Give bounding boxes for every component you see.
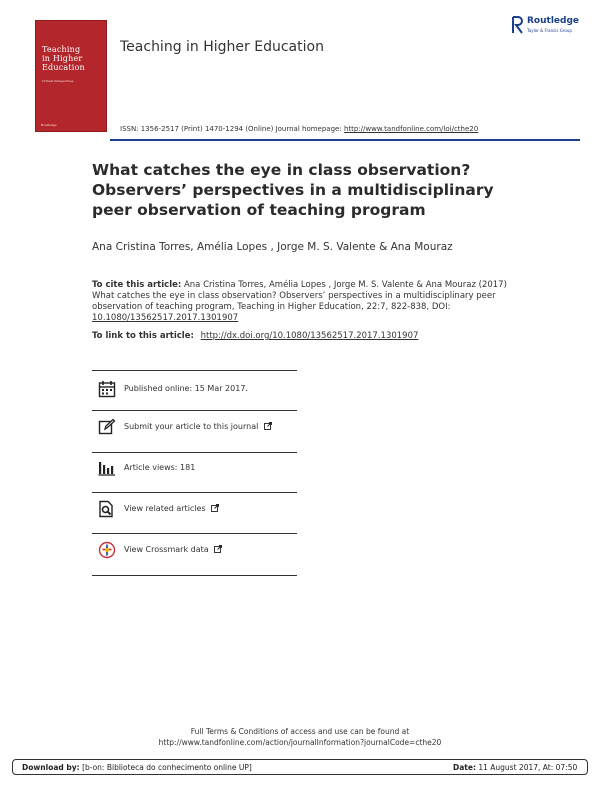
external-link-icon	[211, 504, 219, 512]
downloaded-by-label: Download by:	[22, 763, 80, 772]
header-divider	[110, 139, 580, 141]
submit-article-row[interactable]	[98, 418, 298, 452]
article-title: What catches the eye in class observation? Observers’ perspectives in a multidisciplinary peer observation of teaching program	[92, 161, 494, 219]
article-doi-link[interactable]: http://dx.doi.org/10.1080/13562517.2017.1301907	[200, 331, 419, 341]
download-date-label: Date:	[453, 763, 476, 772]
article-views-row	[98, 459, 298, 493]
cover-title-line1: Teaching	[42, 45, 81, 54]
citation-label: To cite this article:	[92, 280, 182, 290]
publisher-logo	[512, 14, 592, 40]
downloaded-by	[22, 763, 252, 772]
routledge-icon	[512, 16, 524, 34]
cover-publisher: Routledge	[41, 123, 57, 127]
external-link-icon	[214, 545, 222, 553]
search-document-icon	[98, 500, 116, 518]
cover-subtitle: Critical Perspectives	[42, 79, 74, 83]
cover-title-line3: Education	[42, 63, 85, 72]
citation-text: Ana Cristina Torres, Amélia Lopes , Jorge M. S. Valente & Ana Mouraz (2017) What catches the eye in class observation? Observers’ perspectives in a multidisciplinary peer observation of teaching program, Teaching in Higher Education, 22:7, 822-838, DOI:	[92, 280, 507, 312]
crossmark-row[interactable]	[98, 541, 298, 575]
article-authors: Ana Cristina Torres, Amélia Lopes , Jorge M. S. Valente & Ana Mouraz	[92, 241, 453, 253]
publisher-tagline: Taylor & Francis Group	[527, 28, 572, 33]
divider	[92, 533, 297, 534]
citation-doi-link[interactable]: 10.1080/13562517.2017.1301907	[92, 313, 239, 323]
download-date-value: 11 August 2017, At: 07:50	[478, 763, 578, 772]
divider	[92, 452, 297, 453]
article-views-text: Article views: 181	[124, 463, 196, 472]
related-articles-link[interactable]	[124, 504, 219, 513]
bar-chart-icon	[98, 459, 116, 477]
journal-name: Teaching in Higher Education	[120, 39, 324, 55]
related-articles-text: View related articles	[124, 504, 206, 513]
terms-line: Full Terms & Conditions of access and use can be found at	[190, 727, 410, 736]
download-date	[453, 763, 577, 772]
issn-text: ISSN: 1356-2517 (Print) 1470-1294 (Online) Journal homepage:	[120, 125, 342, 133]
divider	[92, 410, 297, 411]
download-info-bar	[12, 759, 588, 775]
article-link-label: To link to this article:	[92, 331, 194, 341]
downloaded-by-value: [b-on: Biblioteca do conhecimento online UP]	[82, 763, 252, 772]
related-articles-row[interactable]	[98, 500, 298, 534]
issn-line	[120, 125, 478, 133]
crossmark-text: View Crossmark data	[124, 545, 209, 554]
journal-homepage-link[interactable]: http://www.tandfonline.com/loi/cthe20	[343, 125, 479, 133]
terms-notice	[0, 726, 600, 748]
divider	[92, 575, 297, 576]
external-link-icon	[264, 422, 272, 430]
crossmark-link[interactable]	[124, 545, 222, 554]
published-online-text: Published online: 15 Mar 2017.	[124, 384, 248, 393]
edit-icon	[98, 418, 116, 436]
crossmark-icon	[98, 541, 116, 559]
divider	[92, 492, 297, 493]
calendar-icon	[98, 380, 116, 398]
divider	[92, 370, 297, 371]
submit-article-link[interactable]	[124, 422, 272, 431]
published-online-row	[98, 380, 298, 414]
citation-block	[92, 280, 517, 324]
cover-title	[42, 45, 104, 72]
submit-article-text: Submit your article to this journal	[124, 422, 259, 431]
article-link-block	[92, 331, 418, 341]
publisher-name: Routledge	[527, 16, 580, 26]
journal-cover	[35, 20, 107, 132]
cover-title-line2: in Higher	[42, 54, 83, 63]
terms-link[interactable]: http://www.tandfonline.com/action/journalInformation?journalCode=cthe20	[158, 738, 442, 747]
